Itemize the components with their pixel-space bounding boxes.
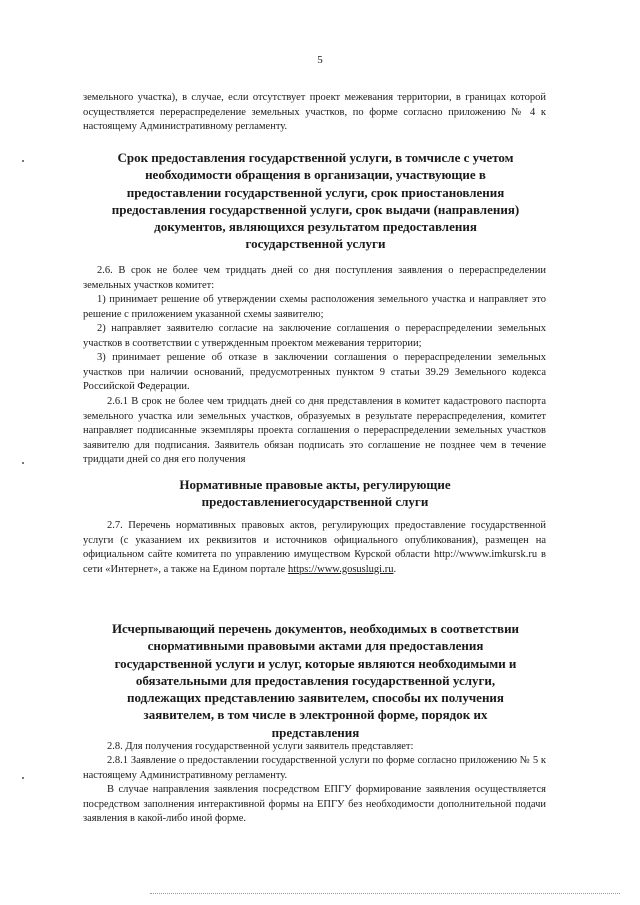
heading-required-documents: Исчерпывающий перечень документов, необходимых в соответствии снормативными правовыми актами для предоставления государственной услуги и услуг, которые являются необходимыми и обязательными для предоставления государственной услуги, подлежащих представлению заявителем, способы их получения заявителем, в том числе в электронной форме, порядок их представления: [111, 621, 520, 740]
heading-service-deadline: Срок предоставления государственной услуги, в томчисле с учетом необходимости обращения в организации, участвующие в предоставлении государственной услуги, срок приостановления предоставления государственной услуги, срок выдачи (направления) документов, являющихся результатом предоставления государственной услуги: [111, 150, 520, 252]
paragraph-2-6: 2.6. В срок не более чем тридцать дней со дня поступления заявления о перераспределении земельных участков комитет:: [83, 265, 546, 291]
heading-legal-acts: Нормативные правовые акты, регулирующие предоставлениегосударственной слуги: [179, 477, 451, 510]
bottom-rule: [150, 893, 620, 894]
paragraph-2-8: 2.8. Для получения государственной услуги заявитель представляет:: [107, 741, 414, 752]
paragraph-2-6-item-3: 3) принимает решение об отказе в заключении соглашения о перераспределении земельных участков при наличии оснований, предусмотренных пунктом 9 статьи 39.29 Земельного кодекса Российской Федерации.: [83, 352, 546, 392]
scan-dot: [22, 160, 24, 162]
gosuslugi-link[interactable]: https://www.gosuslugi.ru: [287, 563, 394, 575]
scan-dot: [22, 777, 24, 779]
paragraph-2-7-end: .: [393, 563, 397, 575]
paragraph-epgu: В случае направления заявления посредством ЕПГУ формирование заявления осуществляется посредством заполнения интерактивной формы на ЕПГУ без необходимости дополнительной подачи заявления в какой-либо иной форме.: [83, 784, 546, 824]
scan-dot: [22, 462, 24, 464]
paragraph-2-6-1: 2.6.1 В срок не более чем тридцать дней со дня представления в комитет кадастрового паспорта земельного участка или земельных участков, образуемых в результате перераспределения, комитет направляет подписанные экземпляры проекта соглашения о перераспределении земельных участков заявителю для подписания. Заявитель обязан подписать это соглашение не позднее чем в течение тридцати дней со дня его получения: [83, 396, 546, 465]
paragraph-2-8-1: 2.8.1 Заявление о предоставлении государственной услуги по форме согласно приложению № 5 к настоящему Административному регламенту.: [83, 755, 546, 781]
paragraph-2-6-item-2: 2) направляет заявителю согласие на заключение соглашения о перераспределении земельных участков в соответствии с утвержденным проектом межевания территории;: [83, 323, 546, 349]
paragraph-2-7-text: 2.7. Перечень нормативных правовых актов, регулирующих предоставление государственной услуги (с указанием их реквизитов и источников официального опубликования), размещен на официальном сайте комитета по управлению имуществом Курской области http://wwww.imkursk.ru в сети «Интернет», а также на Едином портале: [83, 520, 546, 575]
intro-paragraph: земельного участка), в случае, если отсутствует проект межевания территории, в границах которой осуществляется перераспределение земельных участков, по форме согласно приложению № 4 к настоящему Административному регламенту.: [83, 92, 546, 132]
paragraph-2-7: [83, 519, 546, 577]
paragraph-2-6-item-1: 1) принимает решение об утверждении схемы расположения земельного участка и направляет это решение с приложением указанной схемы заявителю;: [83, 294, 546, 320]
page-number: 5: [317, 54, 323, 66]
